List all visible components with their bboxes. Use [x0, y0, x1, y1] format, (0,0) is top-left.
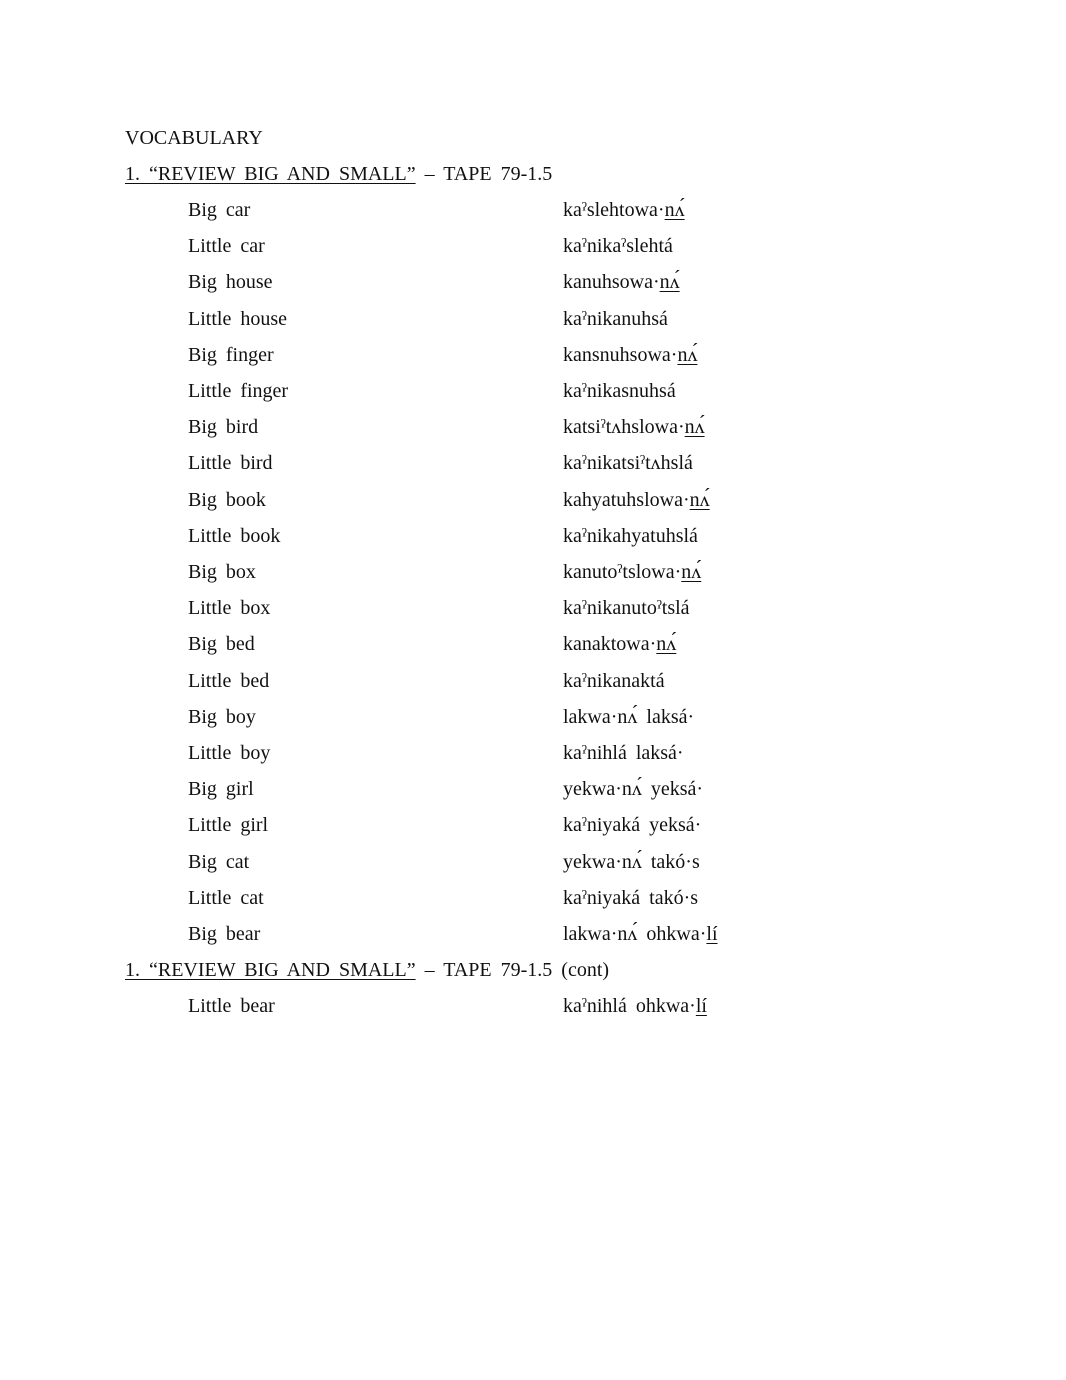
- translation-text: kaˀnikaˀslehtá: [563, 235, 673, 258]
- english-term: Big cat: [188, 850, 250, 873]
- vocabulary-row: [0, 450, 1066, 476]
- translation: [563, 704, 694, 730]
- english-term: Little bird: [188, 452, 273, 475]
- translation-underlined-text: nʌ́: [681, 561, 702, 583]
- translation: [563, 595, 690, 621]
- translation: [563, 812, 701, 838]
- vocabulary-row: [0, 269, 1066, 295]
- translation-text: kanaktowa·: [563, 633, 657, 656]
- translation: [563, 306, 668, 332]
- english-term: Little boy: [188, 742, 271, 764]
- translation-text: yekwa·nʌ́ yeksá·: [563, 778, 704, 801]
- translation-text: kansnuhsowa·: [563, 343, 678, 366]
- vocabulary-row: [0, 233, 1066, 259]
- translation: [563, 849, 700, 875]
- translation-text: kaˀnikahyatuhslá: [563, 524, 698, 547]
- translation: [563, 993, 707, 1019]
- section-heading-tape: – TAPE 79-1.5: [415, 163, 553, 185]
- english-term: Big car: [188, 199, 251, 221]
- english-term: Big finger: [188, 343, 274, 366]
- translation-text: kaˀnikanutoˀtslá: [563, 597, 690, 620]
- english-term: Big bed: [188, 633, 255, 656]
- translation-text: lakwa·nʌ́ ohkwa·: [563, 923, 707, 945]
- translation-underlined-text: nʌ́: [656, 633, 677, 656]
- section-heading-continued: [125, 957, 609, 983]
- english-term: Little bear: [188, 995, 275, 1017]
- section-heading-tape: – TAPE 79-1.5 (cont): [415, 959, 610, 981]
- translation-underlined-text: nʌ́: [659, 271, 680, 294]
- translation-text: yekwa·nʌ́ takó·s: [563, 850, 700, 873]
- english-term: Little box: [188, 597, 271, 620]
- vocabulary-row: [0, 378, 1066, 404]
- translation: [563, 233, 673, 259]
- section-heading-title: 1. “REVIEW BIG AND SMALL”: [125, 163, 416, 185]
- translation: [563, 450, 693, 476]
- vocabulary-row: [0, 921, 1066, 947]
- translation: [563, 921, 718, 947]
- vocabulary-row: [0, 595, 1066, 621]
- translation: [563, 378, 676, 404]
- section-heading: [125, 161, 552, 187]
- translation: [563, 523, 698, 549]
- vocabulary-row: [0, 993, 1066, 1019]
- vocabulary-row: [0, 631, 1066, 657]
- translation-text: katsiˀtʌhslowa·: [563, 416, 685, 439]
- translation-text: kaˀniyaká takó·s: [563, 886, 699, 909]
- vocabulary-row: [0, 668, 1066, 694]
- english-term: Big bird: [188, 416, 259, 439]
- english-term: Little finger: [188, 380, 289, 402]
- translation: [563, 342, 697, 368]
- translation-text: lakwa·nʌ́ laksá·: [563, 705, 695, 728]
- english-term: Big book: [188, 488, 266, 511]
- vocabulary-row: [0, 776, 1066, 802]
- english-term: Big girl: [188, 778, 254, 801]
- translation-text: kahyatuhslowa·: [563, 488, 690, 511]
- translation: [563, 559, 701, 585]
- english-term: Little house: [188, 307, 287, 330]
- section-heading-title: 1. “REVIEW BIG AND SMALL”: [125, 959, 416, 981]
- translation-text: kanutoˀtslowa·: [563, 561, 682, 583]
- english-term: Little book: [188, 524, 281, 547]
- vocabulary-row: [0, 342, 1066, 368]
- english-term: Big boy: [188, 705, 256, 728]
- translation-text: kaˀslehtowa·: [563, 199, 665, 221]
- translation-underlined-text: nʌ́: [684, 416, 705, 439]
- vocabulary-row: [0, 740, 1066, 766]
- translation: [563, 197, 685, 223]
- translation-text: kaˀnikanaktá: [563, 669, 665, 692]
- translation-text: kaˀnihlá ohkwa·: [563, 995, 696, 1017]
- translation: [563, 668, 665, 694]
- vocabulary-row: [0, 487, 1066, 513]
- vocabulary-row: [0, 306, 1066, 332]
- translation: [563, 740, 684, 766]
- vocabulary-row: [0, 559, 1066, 585]
- vocabulary-row: [0, 197, 1066, 223]
- translation: [563, 631, 676, 657]
- english-term: Little bed: [188, 669, 270, 692]
- translation: [563, 776, 703, 802]
- translation: [563, 885, 698, 911]
- translation-text: kaˀnikatsiˀtʌhslá: [563, 452, 693, 475]
- translation-text: kaˀnikasnuhsá: [563, 380, 676, 402]
- translation-text: kanuhsowa·: [563, 271, 660, 294]
- translation-text: kaˀniyaká yeksá·: [563, 814, 702, 837]
- translation: [563, 414, 705, 440]
- translation: [563, 487, 710, 513]
- translation-text: kaˀnihlá laksá·: [563, 742, 684, 764]
- translation-underlined-text: nʌ́: [664, 199, 685, 221]
- vocabulary-row: [0, 849, 1066, 875]
- vocabulary-row: [0, 523, 1066, 549]
- translation-underlined-text: nʌ́: [677, 343, 698, 366]
- english-term: Little cat: [188, 886, 264, 909]
- translation-text: kaˀnikanuhsá: [563, 307, 668, 330]
- english-term: Little girl: [188, 814, 269, 837]
- vocabulary-row: [0, 812, 1066, 838]
- translation: [563, 269, 680, 295]
- translation-underlined-text: nʌ́: [689, 488, 710, 511]
- english-term: Big box: [188, 561, 256, 583]
- vocabulary-row: [0, 885, 1066, 911]
- translation-underlined-text: lí: [706, 923, 718, 945]
- vocabulary-row: [0, 414, 1066, 440]
- english-term: Big bear: [188, 923, 261, 945]
- translation-underlined-text: lí: [695, 995, 707, 1017]
- english-term: Little car: [188, 235, 265, 258]
- english-term: Big house: [188, 271, 273, 294]
- vocabulary-row: [0, 704, 1066, 730]
- page-title: VOCABULARY: [125, 127, 263, 149]
